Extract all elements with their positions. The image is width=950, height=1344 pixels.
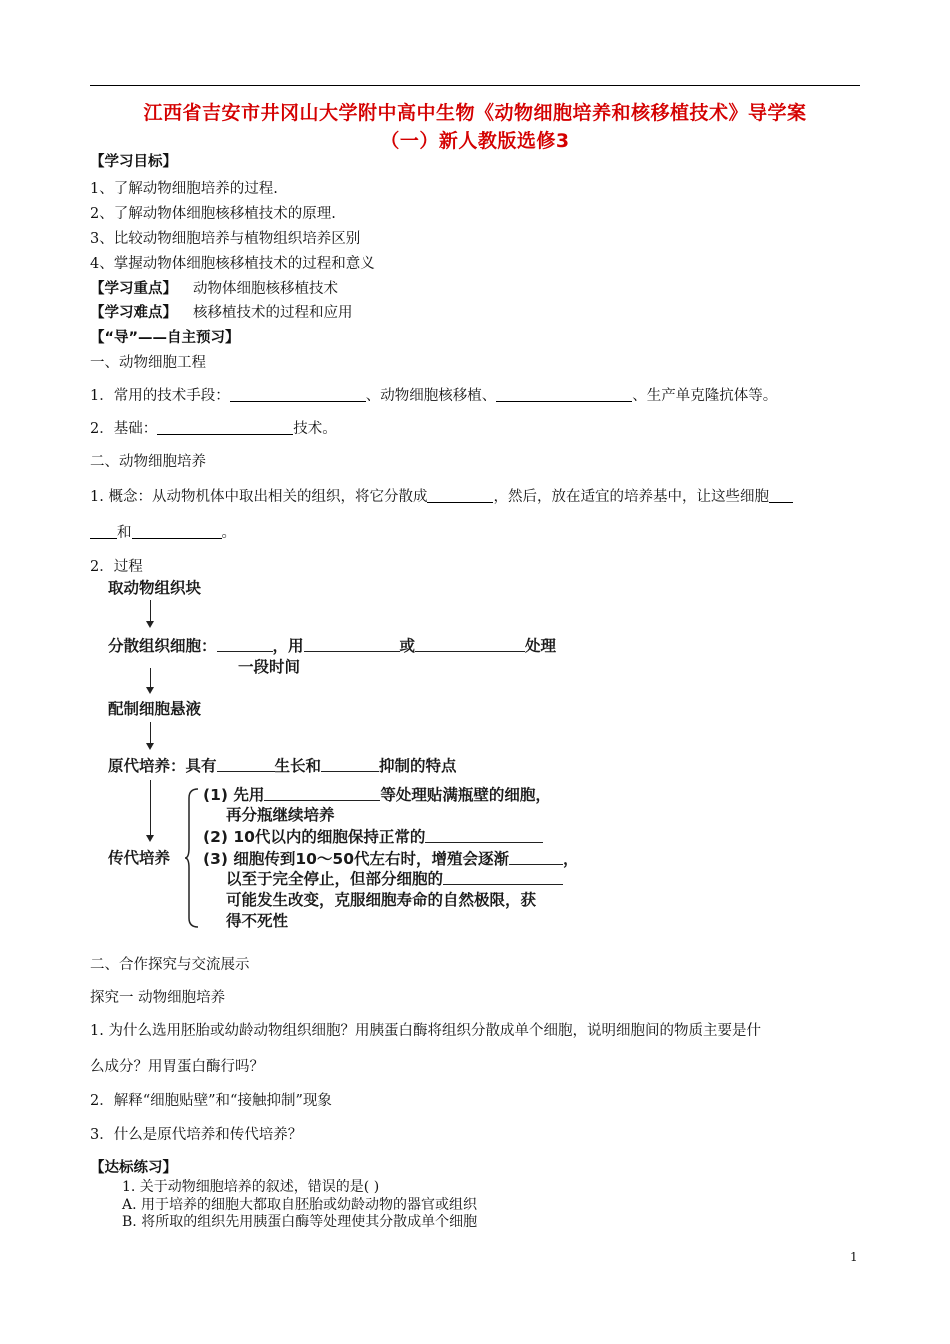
explore-question-3: 3．什么是原代培养和传代培养？ — [90, 1127, 303, 1143]
flow-text: 以至于完全停止，但部分细胞的 — [226, 870, 444, 888]
section-heading: 一、动物细胞工程 — [90, 355, 206, 371]
flow-text: (2) 10代以内的细胞保持正常的 — [203, 828, 426, 846]
flow-step-subculture: 传代培养 — [108, 849, 171, 867]
brace-icon — [185, 788, 199, 928]
question-text: 、动物细胞核移植、 — [365, 388, 497, 404]
practice-option-b: B. 将所取的组织先用胰蛋白酶等处理使其分散成单个细胞 — [122, 1214, 478, 1230]
question-text: 2．基础： — [90, 421, 158, 437]
flow-arrow-down-icon — [150, 780, 151, 840]
explore-question-2: 2．解释“细胞贴壁”和“接触抑制”现象 — [90, 1093, 332, 1109]
answer-blank[interactable] — [132, 524, 222, 539]
subculture-item-1-cont: 再分瓶继续培养 — [226, 806, 335, 824]
difficulty-text: 核移植技术的过程和应用 — [193, 305, 353, 321]
difficulty — [90, 301, 353, 322]
subculture-item-3 — [203, 847, 579, 869]
key-point-text: 动物体细胞核移植技术 — [193, 281, 338, 297]
flow-arrow-down-icon — [150, 722, 151, 748]
answer-blank[interactable] — [496, 387, 632, 402]
section-heading: 二、动物细胞培养 — [90, 454, 206, 470]
question-text: 技术。 — [293, 421, 337, 437]
explore-question-1-cont: 么成分？用胃蛋白酶行吗？ — [90, 1059, 264, 1075]
subculture-item-1 — [203, 783, 551, 805]
question-text: ，然后，放在适宜的培养基中，让这些细胞 — [493, 489, 769, 505]
difficulty-label: 【学习难点】 — [90, 305, 177, 321]
question-1 — [90, 384, 777, 405]
flow-text: 原代培养：具有 — [108, 757, 217, 775]
flow-text: 分散组织细胞： — [108, 637, 217, 655]
goal-item: 4、掌握动物体细胞核移植技术的过程和意义 — [90, 256, 375, 272]
flow-blank[interactable] — [415, 637, 525, 652]
flow-arrow-down-icon — [150, 668, 151, 692]
answer-blank[interactable] — [769, 488, 793, 503]
answer-blank[interactable] — [230, 387, 366, 402]
flow-text: (3) 细胞传到10～50代左右时，增殖会逐渐 — [203, 850, 509, 868]
question-text: 和 — [117, 525, 132, 541]
concept-line2 — [90, 521, 236, 542]
flow-text: 抑制的特点 — [379, 757, 457, 775]
question-text: 1．常用的技术手段： — [90, 388, 230, 404]
flow-blank[interactable] — [425, 828, 543, 843]
section-heading: 二、合作探究与交流展示 — [90, 957, 250, 973]
flow-blank[interactable] — [304, 637, 400, 652]
doc-title-line1: 江西省吉安市井冈山大学附中高中生物《动物细胞培养和核移植技术》导学案 — [143, 102, 807, 124]
flow-text: 处理 — [525, 637, 557, 655]
flow-blank[interactable] — [443, 870, 563, 885]
flow-blank[interactable] — [217, 757, 275, 772]
flow-text: 或 — [399, 637, 416, 655]
subculture-item-3-cont: 得不死性 — [226, 912, 289, 930]
goals-heading: 【学习目标】 — [90, 154, 177, 170]
explore-title: 探究一 动物细胞培养 — [90, 990, 226, 1006]
page-number: 1 — [850, 1250, 858, 1264]
flow-step-suspension: 配制细胞悬液 — [108, 700, 202, 718]
key-point-label: 【学习重点】 — [90, 281, 177, 297]
header-rule — [90, 85, 860, 86]
goal-item: 1、了解动物细胞培养的过程. — [90, 181, 278, 197]
answer-blank[interactable] — [157, 420, 293, 435]
flow-blank[interactable] — [321, 757, 379, 772]
flow-step-disperse-time: 一段时间 — [238, 658, 301, 676]
flow-text: 等处理贴满瓶壁的细胞， — [380, 786, 551, 804]
flow-text: (1) 先用 — [203, 786, 265, 804]
flow-text: ，用 — [272, 637, 304, 655]
question-text: 1. 概念：从动物机体中取出相关的组织，将它分散成 — [90, 489, 428, 505]
explore-question-1: 1. 为什么选用胚胎或幼龄动物组织细胞？用胰蛋白酶将组织分散成单个细胞，说明细胞间的物质主要是什 — [90, 1023, 761, 1039]
question-text: 。 — [221, 525, 236, 541]
flow-text: 生长和 — [274, 757, 322, 775]
flow-step-disperse — [108, 634, 556, 656]
goal-item: 3、比较动物细胞培养与植物组织培养区别 — [90, 231, 361, 247]
flow-blank[interactable] — [217, 637, 273, 652]
doc-title-line2: （一）新人教版选修3 — [380, 130, 570, 152]
process-label: 2．过程 — [90, 559, 143, 575]
flow-step-tissue: 取动物组织块 — [108, 579, 202, 597]
flow-step-primary — [108, 754, 457, 776]
practice-option-a: A. 用于培养的细胞大都取自胚胎或幼龄动物的器官或组织 — [122, 1197, 478, 1213]
flow-blank[interactable] — [509, 850, 563, 865]
question-text: 、生产单克隆抗体等。 — [632, 388, 778, 404]
goal-item: 2、了解动物体细胞核移植技术的原理. — [90, 206, 336, 222]
answer-blank[interactable] — [427, 488, 493, 503]
flow-blank[interactable] — [264, 786, 380, 801]
flow-arrow-down-icon — [150, 600, 151, 626]
subculture-item-3-cont: 可能发生改变，克服细胞寿命的自然极限，获 — [226, 891, 537, 909]
concept-line1 — [90, 485, 793, 506]
answer-blank[interactable] — [90, 524, 117, 539]
preview-heading: 【“导”——自主预习】 — [90, 330, 240, 346]
subculture-item-3-cont — [226, 867, 563, 889]
practice-heading: 【达标练习】 — [90, 1160, 177, 1176]
question-2 — [90, 417, 337, 438]
key-point — [90, 277, 338, 298]
practice-question-1: 1. 关于动物细胞培养的叙述，错误的是( ) — [122, 1179, 380, 1195]
subculture-item-2 — [203, 825, 543, 847]
flow-text: ， — [563, 850, 579, 868]
